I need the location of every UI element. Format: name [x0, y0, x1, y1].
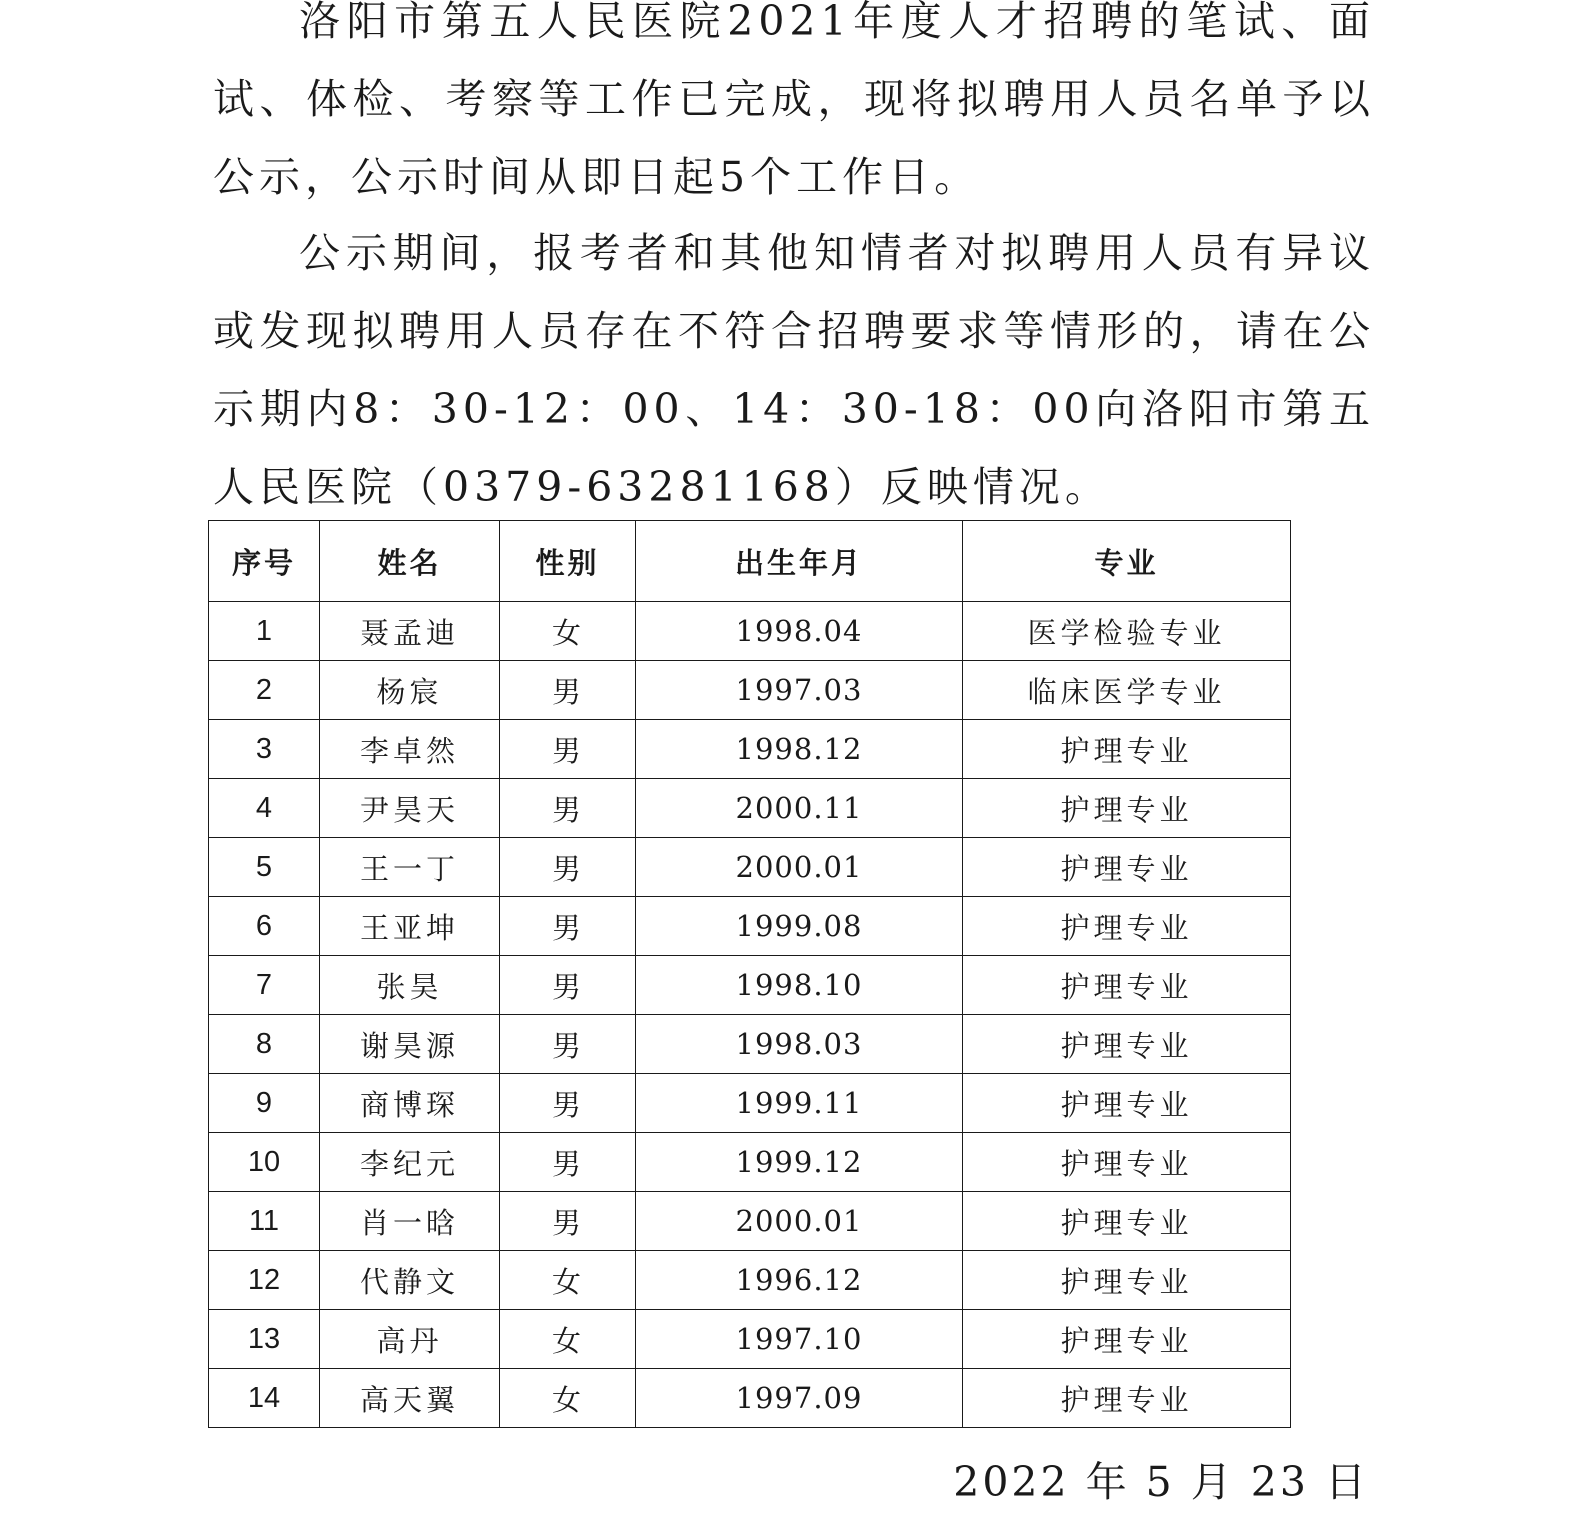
cell-name: 代静文 [320, 1251, 500, 1310]
table-row [209, 838, 1291, 897]
table-row [209, 1369, 1291, 1428]
header-gender: 性别 [500, 521, 636, 602]
table-row [209, 897, 1291, 956]
cell-serial-number: 10 [209, 1133, 320, 1192]
table-row [209, 1015, 1291, 1074]
cell-serial-number: 8 [209, 1015, 320, 1074]
candidate-table [208, 520, 1291, 1428]
cell-birth-month: 1998.04 [636, 602, 963, 661]
cell-gender: 男 [500, 1192, 636, 1251]
cell-name: 谢昊源 [320, 1015, 500, 1074]
cell-serial-number: 4 [209, 779, 320, 838]
table-header-row [209, 521, 1291, 602]
cell-birth-month: 1997.09 [636, 1369, 963, 1428]
cell-gender: 男 [500, 1074, 636, 1133]
cell-gender: 男 [500, 956, 636, 1015]
table-body [209, 602, 1291, 1428]
cell-birth-month: 1998.12 [636, 720, 963, 779]
cell-major: 护理专业 [963, 1133, 1291, 1192]
cell-serial-number: 2 [209, 661, 320, 720]
cell-name: 肖一晗 [320, 1192, 500, 1251]
cell-major: 护理专业 [963, 1074, 1291, 1133]
cell-name: 杨宸 [320, 661, 500, 720]
cell-gender: 女 [500, 1251, 636, 1310]
table-row [209, 720, 1291, 779]
cell-gender: 男 [500, 897, 636, 956]
cell-birth-month: 1997.03 [636, 661, 963, 720]
notice-date: 2022 年 5 月 23 日 [953, 1458, 1369, 1506]
cell-major: 医学检验专业 [963, 602, 1291, 661]
cell-major: 护理专业 [963, 720, 1291, 779]
cell-major: 护理专业 [963, 779, 1291, 838]
cell-serial-number: 12 [209, 1251, 320, 1310]
cell-gender: 男 [500, 1133, 636, 1192]
table-row [209, 1074, 1291, 1133]
cell-name: 李卓然 [320, 720, 500, 779]
cell-gender: 男 [500, 1015, 636, 1074]
cell-name: 高天翼 [320, 1369, 500, 1428]
cell-serial-number: 6 [209, 897, 320, 956]
cell-serial-number: 7 [209, 956, 320, 1015]
table-row [209, 956, 1291, 1015]
table-row [209, 602, 1291, 661]
cell-major: 护理专业 [963, 897, 1291, 956]
notice-paragraph-1: 洛阳市第五人民医院2021年度人才招聘的笔试、面试、体检、考察等工作已完成，现将拟聘用人员名单予以公示，公示时间从即日起5个工作日。 [213, 0, 1375, 201]
cell-gender: 女 [500, 1310, 636, 1369]
cell-birth-month: 2000.11 [636, 779, 963, 838]
cell-name: 尹昊天 [320, 779, 500, 838]
cell-birth-month: 1997.10 [636, 1310, 963, 1369]
table-row [209, 661, 1291, 720]
cell-name: 王一丁 [320, 838, 500, 897]
header-name: 姓名 [320, 521, 500, 602]
cell-serial-number: 1 [209, 602, 320, 661]
cell-serial-number: 11 [209, 1192, 320, 1251]
cell-major: 护理专业 [963, 956, 1291, 1015]
cell-gender: 男 [500, 838, 636, 897]
cell-name: 聂孟迪 [320, 602, 500, 661]
cell-name: 张昊 [320, 956, 500, 1015]
header-major: 专业 [963, 521, 1291, 602]
cell-birth-month: 2000.01 [636, 1192, 963, 1251]
cell-serial-number: 14 [209, 1369, 320, 1428]
cell-major: 护理专业 [963, 1015, 1291, 1074]
cell-major: 护理专业 [963, 1310, 1291, 1369]
cell-birth-month: 1998.10 [636, 956, 963, 1015]
notice-paragraph-2: 公示期间，报考者和其他知情者对拟聘用人员有异议或发现拟聘用人员存在不符合招聘要求等情形的，请在公示期内8：30-12：00、14：30-18：00向洛阳市第五人民医院（0379-63281168）反映情况。 [213, 229, 1375, 511]
cell-gender: 男 [500, 720, 636, 779]
cell-birth-month: 1996.12 [636, 1251, 963, 1310]
header-serial-number: 序号 [209, 521, 320, 602]
cell-birth-month: 2000.01 [636, 838, 963, 897]
cell-birth-month: 1999.08 [636, 897, 963, 956]
cell-major: 临床医学专业 [963, 661, 1291, 720]
cell-name: 高丹 [320, 1310, 500, 1369]
cell-gender: 女 [500, 1369, 636, 1428]
cell-serial-number: 3 [209, 720, 320, 779]
cell-serial-number: 9 [209, 1074, 320, 1133]
cell-name: 李纪元 [320, 1133, 500, 1192]
cell-gender: 女 [500, 602, 636, 661]
cell-serial-number: 13 [209, 1310, 320, 1369]
table-row [209, 1133, 1291, 1192]
cell-name: 商博琛 [320, 1074, 500, 1133]
table-row [209, 1310, 1291, 1369]
cell-major: 护理专业 [963, 1369, 1291, 1428]
cell-major: 护理专业 [963, 838, 1291, 897]
table-row [209, 1251, 1291, 1310]
cell-serial-number: 5 [209, 838, 320, 897]
cell-major: 护理专业 [963, 1192, 1291, 1251]
table-row [209, 779, 1291, 838]
cell-name: 王亚坤 [320, 897, 500, 956]
cell-major: 护理专业 [963, 1251, 1291, 1310]
table-row [209, 1192, 1291, 1251]
header-birth-month: 出生年月 [636, 521, 963, 602]
cell-gender: 男 [500, 779, 636, 838]
cell-birth-month: 1999.11 [636, 1074, 963, 1133]
cell-birth-month: 1999.12 [636, 1133, 963, 1192]
cell-birth-month: 1998.03 [636, 1015, 963, 1074]
cell-gender: 男 [500, 661, 636, 720]
